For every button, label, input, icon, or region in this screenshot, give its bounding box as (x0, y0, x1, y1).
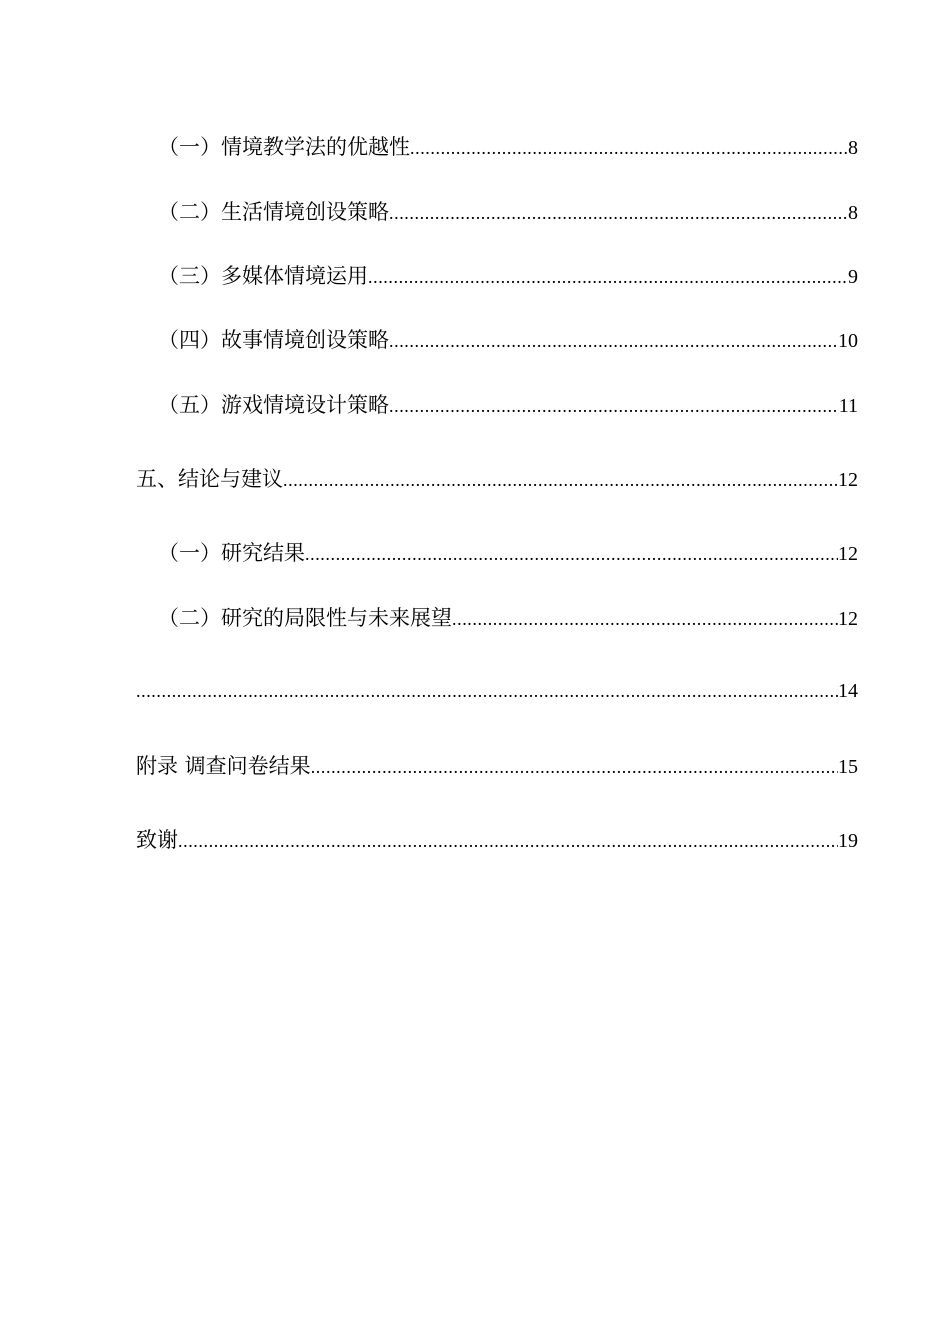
dot-leader (283, 464, 838, 496)
toc-entry-page: 14 (838, 680, 858, 702)
toc-entry[interactable] (136, 675, 858, 707)
dot-leader (136, 675, 838, 707)
dot-leader (368, 261, 848, 293)
dot-leader (452, 603, 838, 635)
toc-entry-title: （一）情境教学法的优越性 (158, 135, 410, 159)
dot-leader (389, 197, 848, 229)
toc-entry-page: 9 (848, 266, 858, 288)
toc-entry-title: （二）生活情境创设策略 (158, 200, 389, 224)
toc-entry[interactable] (158, 260, 858, 292)
toc-entry-title: （五）游戏情境设计策略 (158, 393, 389, 417)
toc-entry[interactable] (158, 131, 858, 163)
toc-entry[interactable] (136, 463, 858, 495)
dot-leader (178, 825, 838, 857)
toc-entry-page: 15 (838, 756, 858, 778)
toc-entry-page: 8 (848, 202, 858, 224)
toc-entry-title: （三）多媒体情境运用 (158, 264, 368, 288)
toc-entry-title: 附录 调查问卷结果 (136, 754, 311, 778)
dot-leader (410, 132, 848, 164)
toc-entry-page: 8 (848, 137, 858, 159)
toc-entry-title: 致谢 (136, 828, 178, 852)
toc-entry-page: 12 (838, 608, 858, 630)
dot-leader (389, 390, 839, 422)
toc-entry-page: 11 (838, 395, 858, 417)
toc-entry[interactable] (158, 324, 858, 356)
toc-entry-page: 10 (838, 330, 858, 352)
toc-entry[interactable] (136, 824, 858, 856)
toc-entry-title: 五、结论与建议 (136, 467, 283, 491)
toc-entry-title: （四）故事情境创设策略 (158, 328, 389, 352)
dot-leader (305, 538, 838, 570)
toc-entry[interactable] (158, 196, 858, 228)
toc-entry[interactable] (158, 602, 858, 634)
toc-entry[interactable] (158, 389, 858, 421)
toc-entry-page: 19 (838, 830, 858, 852)
dot-leader (311, 751, 838, 783)
toc-entry-title: （二）研究的局限性与未来展望 (158, 606, 452, 630)
toc-entry[interactable] (158, 537, 858, 569)
toc-entry-page: 12 (838, 543, 858, 565)
toc-entry-page: 12 (838, 469, 858, 491)
dot-leader (389, 325, 838, 357)
toc-entry[interactable] (136, 750, 858, 782)
toc-entry-title: （一）研究结果 (158, 541, 305, 565)
